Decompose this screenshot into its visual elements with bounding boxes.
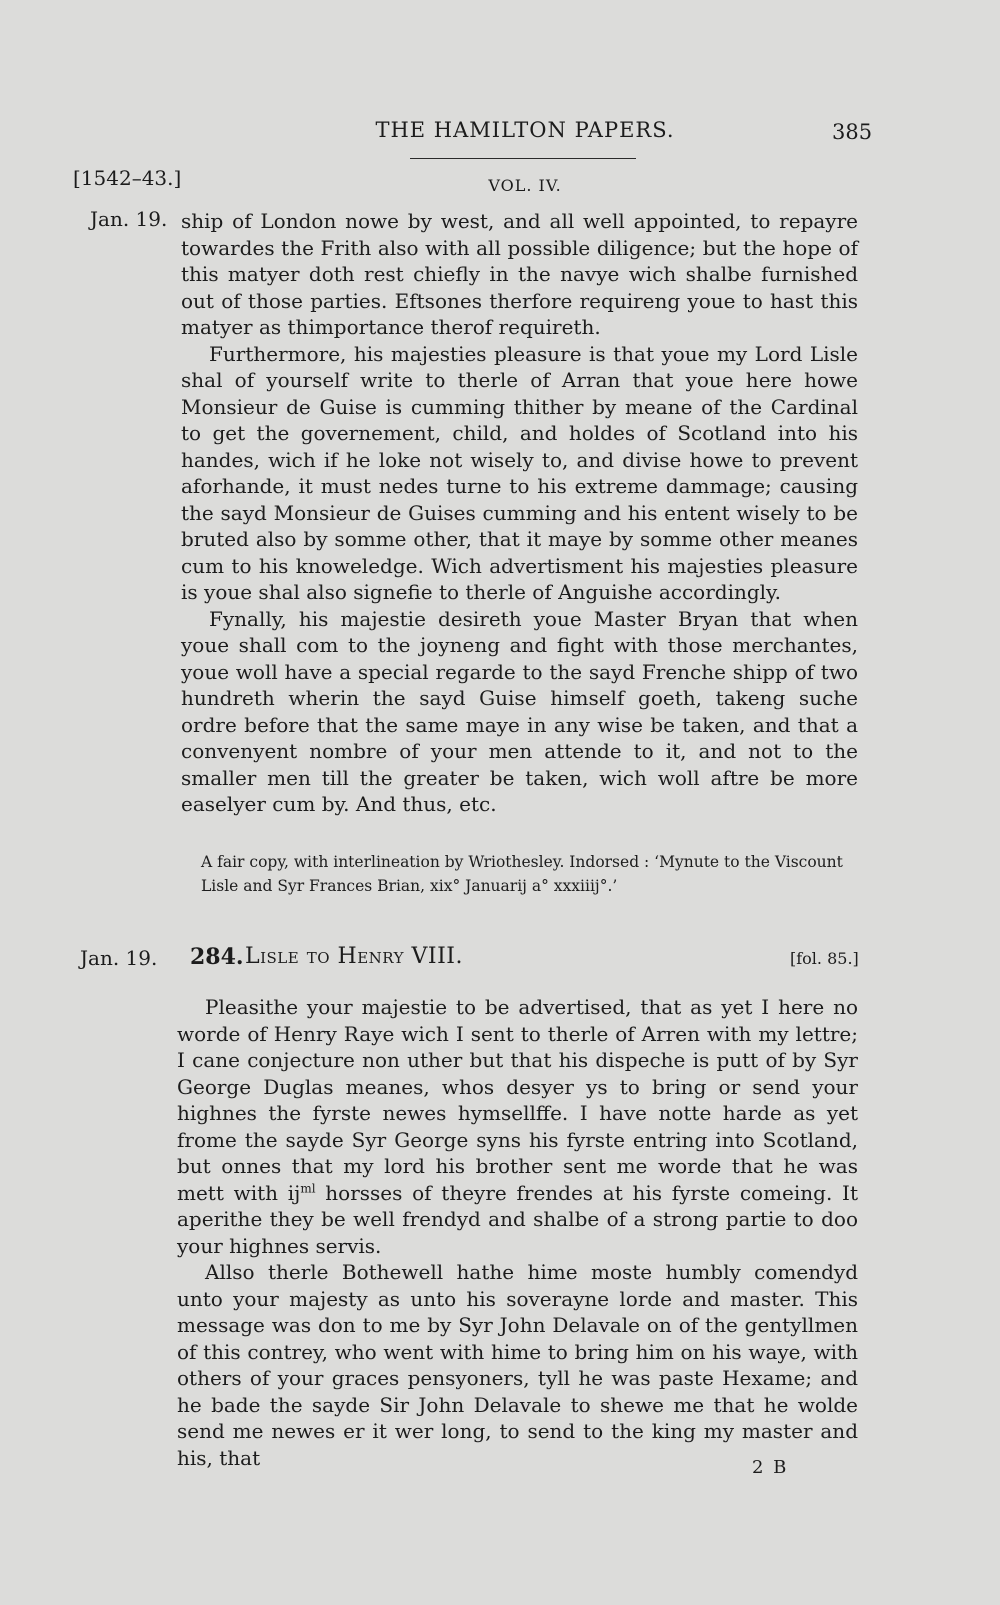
paragraph: Allso therle Bothewell hathe hime moste humbly comendyd unto your majesty as unto his soverayne lorde and master. This message was don to me by Syr John Delavale on of the gentyllmen of this contrey, who went with hime to bring him on his waye, with others of your graces pensyoners, tyll he was paste Hexame; and he bade the sayde Sir John Delavale to shewe me that he wolde send me newes er it wer long, to send to the king my master and his, that <box>177 1260 858 1470</box>
paragraph: ship of London nowe by west, and all well appointed, to repayre towardes the Frith also with all possible diligence; but the hope of this matyer doth rest chiefly in the navye wich shalbe furnished out of those parties. Eftsones therfore requireng youe to hast this matyer as thimportance therof requireth. <box>181 209 858 339</box>
editorial-note <box>201 850 858 898</box>
folio-reference: [fol. 85.] <box>790 949 859 968</box>
page-number: 385 <box>832 120 873 144</box>
paragraph: Fynally, his majestie desireth youe Master Bryan that when youe shall com to the joyneng and fight with those merchantes, youe woll have a special regarde to the sayd Frenche shipp of two hundreth wherin the sayd Guise himself goeth, takeng suche ordre before that the same maye in any wise be taken, and that a convenyent nombre of your men attende to it, and not to the smaller men till the greater be taken, wich woll aftre be more easelyer cum by. And thus, etc. <box>181 606 858 816</box>
paragraph <box>177 994 858 1259</box>
document-number: 284. <box>190 944 244 970</box>
running-title: THE HAMILTON PAPERS. <box>375 118 675 142</box>
document-title: Lisle to Henry VIII. <box>245 944 463 969</box>
margin-date-1: Jan. 19. <box>90 207 168 231</box>
entry-283-body <box>181 208 858 818</box>
margin-date-2: Jan. 19. <box>80 946 158 970</box>
paragraph-part: horsses of theyre frendes at his fyrste comeing. It aperithe they be well frendyd and shalbe of a strong partie to doo your highnes servis. <box>177 1180 858 1258</box>
paragraph: Furthermore, his majesties pleasure is that youe my Lord Lisle shal of yourself write to therle of Arran that youe here howe Monsieur de Guise is cumming thither by meane of the Cardinal to get the governement, child, and holdes of Scotland into his handes, wich if he loke not wisely to, and divise howe to prevent aforhande, it must nedes turne to his extreme dammage; causing the sayd Monsieur de Guises cumming and his entent wisely to be bruted also by somme other, that it maye by somme other meanes cum to his knoweledge. Wich advertisment his majesties pleasure is youe shal also signefie to therle of Anguishe accordingly. <box>181 341 858 604</box>
entry-284-body <box>177 994 858 1471</box>
volume-label: VOL. IV. <box>488 176 562 195</box>
signature-mark: 2 B <box>752 1457 789 1478</box>
date-range: [1542–43.] <box>73 166 182 190</box>
superscript: ml <box>300 1180 316 1195</box>
title-rule <box>410 158 636 159</box>
note-text: A fair copy, with interlineation by Wriothesley. Indorsed : ‘Mynute to the Viscount Lisle and Syr Frances Brian, xix° Januarij a° xxxiiij°.’ <box>201 853 843 895</box>
paragraph-part: Pleasithe your majestie to be advertised, that as yet I here no worde of Henry Raye wich I sent to therle of Arren with my lettre; I cane conjecture non uther but that his dispeche is putt of by Syr George Duglas meanes, whos desyer ys to bring or send your highnes the fyrste newes hymsellffe. I have notte harde as yet frome the sayde Syr George syns his fyrste entring into Scotland, but onnes that my lord his brother sent me worde that he was mett with ij <box>177 995 858 1205</box>
